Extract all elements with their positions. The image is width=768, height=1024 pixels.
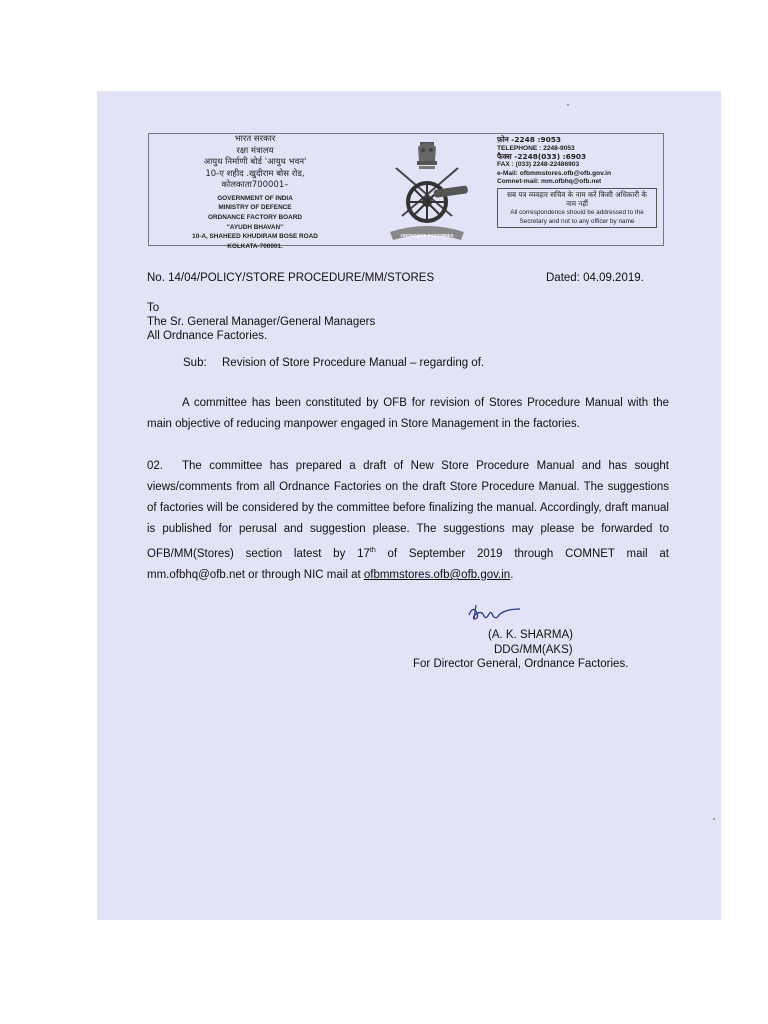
letterhead (148, 133, 664, 251)
correspondence-notice (497, 188, 657, 228)
english-line: GOVERNMENT OF INDIA (217, 194, 293, 202)
paragraph-2 (147, 456, 669, 586)
letter-date: Dated: 04.09.2019. (546, 272, 644, 284)
letterhead-address (176, 134, 334, 252)
signature (466, 601, 526, 623)
signatory-designation: DDG/MM(AKS) (494, 644, 573, 656)
english-line: 10-A, SHAHEED KHUDIRAM BOSE ROAD (192, 233, 318, 241)
scan-speck (713, 818, 715, 820)
paragraph-2-text: The committee has prepared a draft of New Store Procedure Manual and has sought views/comments from all Ordnance Factories on the draft Store Procedure Manual. The suggestions of factories will be considered by the committee before finalizing the manual. Accordingly, draft manual is published for perusal and suggestion please. The suggestions may please be forwarded to OFB/MM(Stores) section latest by 17 (147, 460, 669, 560)
hindi-line: 10-ए शहीद .खुदीराम बोस रोड, (205, 168, 305, 179)
paragraph-2-text: of September 2019 through COMNET mail at mm.ofbhq@ofb.net or through NIC mail at (147, 547, 669, 581)
paragraph-2-end: . (510, 568, 514, 581)
notice-hindi: सब पत्र व्यवहार सचिव के नाम करें किसी अधिकारी के नाम नहीं (507, 190, 647, 208)
fax: FAX : (033) 2248-22486903 (497, 161, 580, 169)
signatory-for: For Director General, Ordnance Factories. (413, 658, 629, 670)
hindi-line: आयुध निर्माणी बोर्ड 'आयुध भवन' (203, 157, 307, 167)
phone: TELEPHONE : 2248-9053 (497, 144, 575, 152)
english-line: KOLKATA-700001. (227, 243, 283, 251)
paragraph-1-text: A committee has been constituted by OFB for revision of Stores Procedure Manual with the main objective of reducing manpower engaged in Store Management in the factories. (147, 397, 669, 430)
paragraph-number: 02. (147, 460, 163, 472)
comnet-email: Comnet-mail: mm.ofbhq@ofb.net (497, 177, 602, 185)
recipient-line: The Sr. General Manager/General Managers (147, 316, 376, 328)
emblem-scroll-text: ORDNANCE FACTORIES (400, 233, 454, 238)
subject-label: Sub: (183, 357, 207, 369)
email-link[interactable]: ofbmmstores.ofb@ofb.gov.in (363, 568, 511, 581)
hindi-line: भारत सरकार (234, 134, 276, 144)
phone-hindi: फ़ोन -2248 :9053 (497, 135, 562, 144)
subject-text: Revision of Store Procedure Manual – regarding of. (222, 357, 485, 369)
reference-number: No. 14/04/POLICY/STORE PROCEDURE/MM/STORES (147, 272, 435, 284)
english-line: "AYUDH BHAVAN" (226, 223, 284, 231)
english-line: ORDNANCE FACTORY BOARD (208, 213, 302, 221)
paragraph-1 (147, 393, 669, 435)
signatory-name: (A. K. SHARMA) (488, 629, 573, 641)
notice-english: All correspondence should be addressed to the Secretary and not to any officer by name (510, 209, 644, 225)
fax-hindi: फैक्स -2248(033) :6903 (497, 151, 587, 161)
superscript: th (369, 547, 376, 554)
to-label: To (147, 302, 160, 314)
hindi-line: रक्षा मंत्रालय (236, 145, 274, 156)
english-line: MINISTRY OF DEFENCE (218, 204, 292, 212)
hindi-line: कोलकाता700001– (221, 180, 289, 190)
ordnance-emblem-icon (382, 138, 472, 244)
scan-speck (567, 104, 569, 106)
letterhead-contacts (497, 136, 662, 228)
email: e-Mail: ofbmmstores.ofb@ofb.gov.in (497, 169, 612, 177)
recipient-line: All Ordnance Factories. (147, 330, 268, 342)
